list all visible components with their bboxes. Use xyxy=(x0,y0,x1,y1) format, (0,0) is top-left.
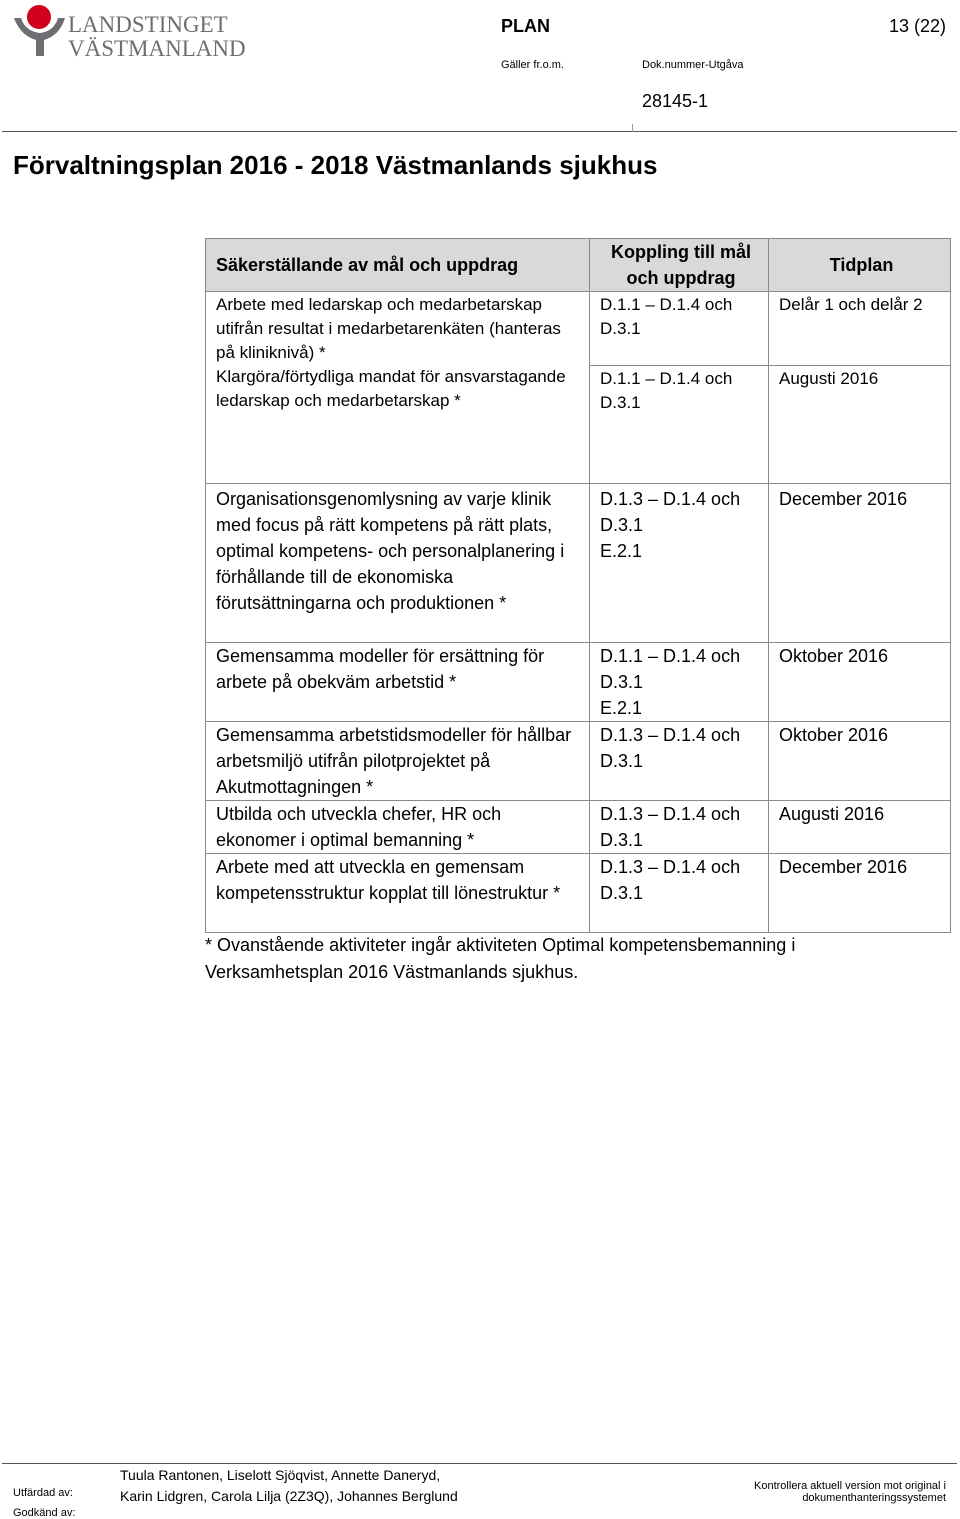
table-footnote: * Ovanstående aktiviteter ingår aktiviteten Optimal kompetensbemanning i Verksamhetsplan 2016 Västmanlands sjukhus. xyxy=(205,935,796,982)
goals-table xyxy=(205,238,951,933)
link-cell: D.1.1 – D.1.4 och D.3.1 xyxy=(590,365,769,484)
header-link: Koppling till mål och uppdrag xyxy=(590,239,769,292)
doc-number: 28145-1 xyxy=(642,91,709,111)
organization-logo xyxy=(12,4,246,61)
table-row xyxy=(206,643,951,722)
authors xyxy=(120,1465,458,1507)
table-row xyxy=(206,801,951,854)
document-type: PLAN xyxy=(501,16,550,36)
link-cell: D.1.1 – D.1.4 och D.3.1 xyxy=(590,292,769,366)
authors-line2: Karin Lidgren, Carola Lilja (2Z3Q), Johannes Berglund xyxy=(120,1488,458,1504)
approved-by-label: Godkänd av: xyxy=(13,1507,76,1519)
schedule-cell: December 2016 xyxy=(769,484,951,643)
schedule-cell: Augusti 2016 xyxy=(769,801,951,854)
version-control-note: Kontrollera aktuell version mot original i dokumenthanteringssystemet xyxy=(754,1480,946,1504)
authors-line1: Tuula Rantonen, Liselott Sjöqvist, Annette Daneryd, xyxy=(120,1467,441,1483)
link-cell: D.1.1 – D.1.4 och D.3.1 E.2.1 xyxy=(590,643,769,722)
header-activity: Säkerställande av mål och uppdrag xyxy=(206,239,590,292)
logo-emblem-icon xyxy=(12,4,246,61)
activity-cell: Klargöra/förtydliga mandat för ansvarstagande ledarskap och medarbetarskap * xyxy=(206,365,590,484)
valid-from-label: Gäller fr.o.m. xyxy=(501,59,564,71)
link-cell: D.1.3 – D.1.4 och D.3.1 xyxy=(590,854,769,933)
header-divider-tick xyxy=(632,124,633,132)
logo-line2: VÄSTMANLAND xyxy=(68,36,246,61)
header-schedule: Tidplan xyxy=(769,239,951,292)
doc-number-label: Dok.nummer-Utgåva xyxy=(642,59,744,71)
link-cell: D.1.3 – D.1.4 och D.3.1 xyxy=(590,722,769,801)
activity-cell: Arbete med att utveckla en gemensam kompetensstruktur kopplat till lönestruktur * xyxy=(206,854,590,933)
table-row xyxy=(206,292,951,366)
schedule-cell: Augusti 2016 xyxy=(769,365,951,484)
table-header-row xyxy=(206,239,951,292)
page-number: 13 (22) xyxy=(888,16,946,36)
footer-divider xyxy=(2,1463,957,1464)
schedule-cell: Oktober 2016 xyxy=(769,722,951,801)
table-row xyxy=(206,484,951,643)
activity-cell: Organisationsgenomlysning av varje klinik med focus på rätt kompetens på rätt plats, optimal kompetens- och personalplanering i förhållande till de ekonomiska förutsättningarna och produktionen * xyxy=(206,484,590,643)
table-row xyxy=(206,854,951,933)
table-row xyxy=(206,365,951,484)
schedule-cell: December 2016 xyxy=(769,854,951,933)
link-cell: D.1.3 – D.1.4 och D.3.1 E.2.1 xyxy=(590,484,769,643)
issued-by-label: Utfärdad av: xyxy=(13,1487,73,1499)
table-row xyxy=(206,722,951,801)
header-divider xyxy=(2,131,957,132)
schedule-cell: Delår 1 och delår 2 xyxy=(769,292,951,366)
activity-cell: Gemensamma arbetstidsmodeller för hållbar arbetsmiljö utifrån pilotprojektet på Akutmottagningen * xyxy=(206,722,590,801)
link-cell: D.1.3 – D.1.4 och D.3.1 xyxy=(590,801,769,854)
page-title: Förvaltningsplan 2016 - 2018 Västmanlands sjukhus xyxy=(13,150,658,180)
activity-cell: Gemensamma modeller för ersättning för arbete på obekväm arbetstid * xyxy=(206,643,590,722)
logo-line1: LANDSTINGET xyxy=(68,12,228,37)
activity-cell: Arbete med ledarskap och medarbetarskap utifrån resultat i medarbetarenkäten (hanteras på kliniknivå) * xyxy=(206,292,590,366)
activity-cell: Utbilda och utveckla chefer, HR och ekonomer i optimal bemanning * xyxy=(206,801,590,854)
schedule-cell: Oktober 2016 xyxy=(769,643,951,722)
